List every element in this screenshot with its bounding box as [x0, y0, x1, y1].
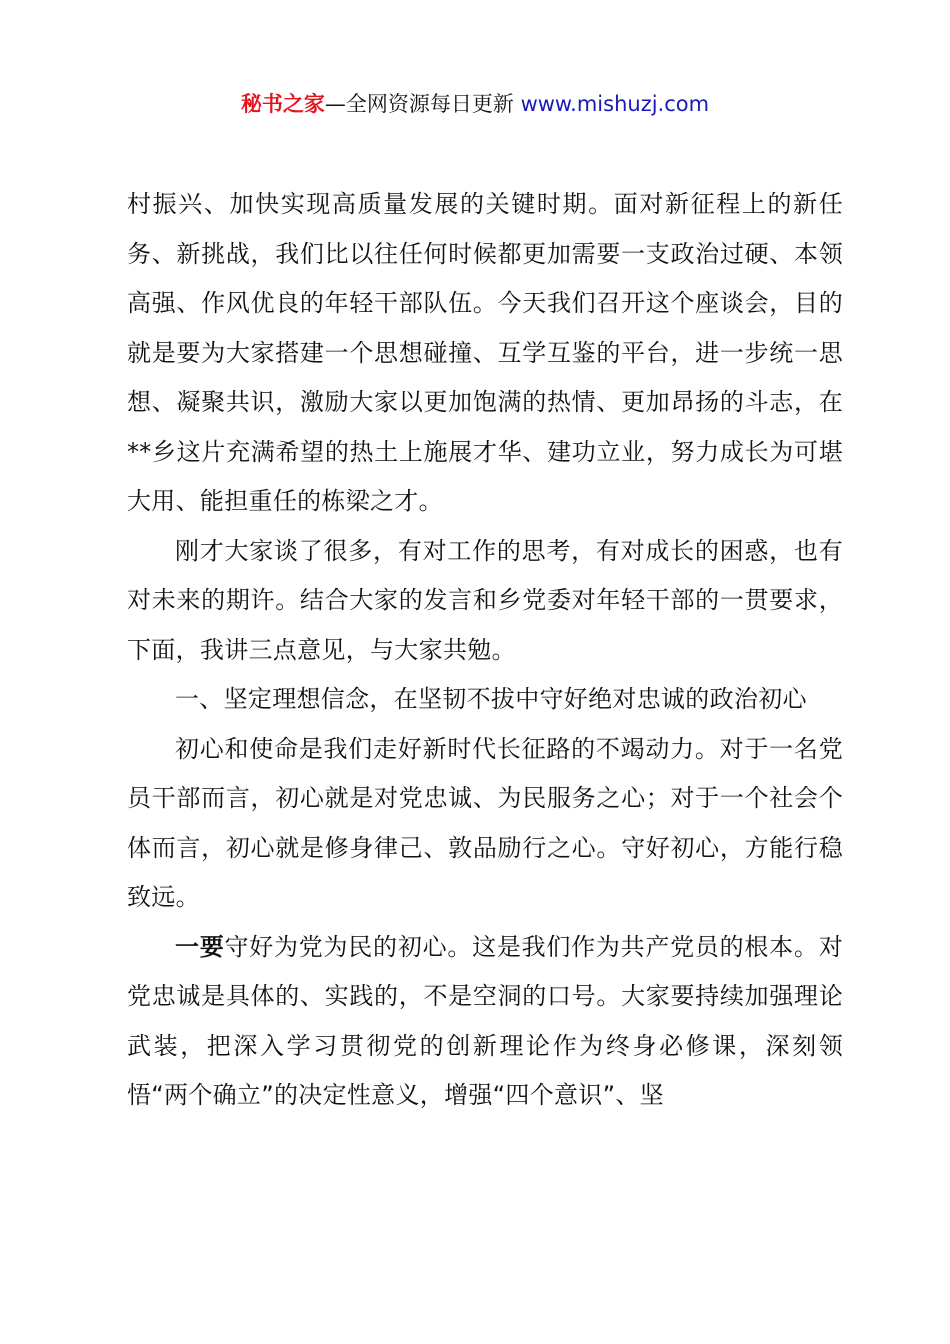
document-body — [127, 180, 843, 1121]
banner-slogan: —全网资源每日更新 — [324, 92, 521, 116]
paragraph-point-one — [127, 923, 843, 1121]
paragraph-intro: 刚才大家谈了很多，有对工作的思考，有对成长的困惑，也有对未来的期许。结合大家的发言和乡党委对年轻干部的一贯要求，下面，我讲三点意见，与大家共勉。 — [127, 536, 843, 664]
site-url-link[interactable]: www.mishuzj.com — [520, 92, 710, 116]
paragraph-continued: 村振兴、加快实现高质量发展的关键时期。面对新征程上的新任务、新挑战，我们比以往任何时候都更加需要一支政治过硬、本领高强、作风优良的年轻干部队伍。今天我们召开这个座谈会，目的就是要为大家搭建一个思想碰撞、互学互鉴的平台，进一步统一思想、凝聚共识，激励大家以更加饱满的热情、更加昂扬的斗志，在**乡这片充满希望的热土上施展才华、建功立业，努力成长为可堪大用、能担重任的栋梁之才。 — [127, 190, 843, 515]
paragraph-initial-mission: 初心和使命是我们走好新时代长征路的不竭动力。对于一名党员干部而言，初心就是对党忠诚、为民服务之心；对于一个社会个体而言，初心就是修身律己、敦品励行之心。守好初心，方能行稳致远。 — [127, 734, 843, 911]
brand-name: 秘书之家 — [240, 92, 325, 116]
point-lead-bold: 一要 — [175, 932, 225, 961]
section-heading-1: 一、坚定理想信念，在坚韧不拔中守好绝对忠诚的政治初心 — [175, 685, 807, 713]
point-one-text: 守好为党为民的初心。这是我们作为共产党员的根本。对党忠诚是具体的、实践的，不是空洞的口号。大家要持续加强理论武装，把深入学习贯彻党的创新理论作为终身必修课，深刻领悟“两个确立”的决定性意义，增强“四个意识”、坚 — [127, 932, 843, 1109]
site-banner — [0, 88, 950, 120]
